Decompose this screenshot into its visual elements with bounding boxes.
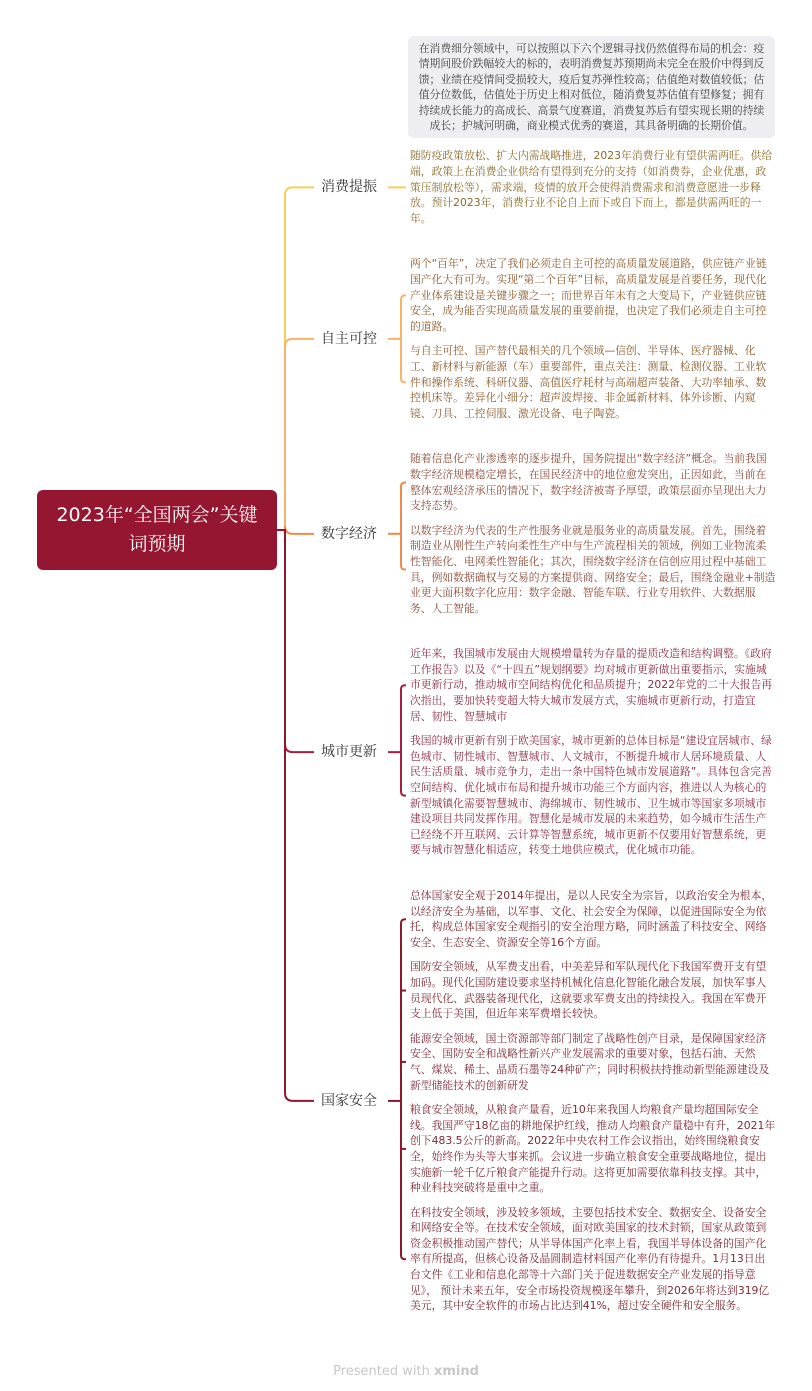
callout-text: 在消费细分领域中，可以按照以下六个逻辑寻找仍然值得布局的机会：疫情期间股价跌幅较大的标的，表明消费复苏预期尚未完全在股价中得到反馈；业绩在疫情间受损较大，疫后复苏弹性较高；估值绝对数值较低；估值分位数低，估值处于历史上相对低位，随消费复苏估值有望修复；拥有持续成长能力的高成长、高景气度赛道，消费复苏后有望实现长期的持续成长；护城河明确，商业模式优秀的赛道，其具备明确的长期价值。 — [418, 42, 765, 133]
note-urban-2[interactable]: 我国的城市更新有别于欧美国家，城市更新的总体目标是“建设宜居城市、绿色城市、韧性城市、智慧城市、人文城市，不断提升城市人居环境质量、人民生活质量、城市竞争力，走出一条中国特色城市发展道路”。具体包含完善空间结构、优化城市布局和提升城市功能三个方面内容，推进以人为核心的新型城镇化需要智慧城市、海绵城市、韧性城市、卫生城市等国家多项城市建设项目共同发挥作用。智慧化是城市发展的未来趋势，如今城市生活生产已经绕不开互联网、云计算等智慧系统，城市更新不仅要用好智慧系统，更要与城市智慧化相适应，转变土地供应模式，优化城市功能。 — [410, 734, 772, 857]
topic-consumption[interactable]: 消费提振 — [321, 179, 377, 196]
root-topic[interactable] — [37, 490, 277, 570]
note-security-5[interactable]: 在科技安全领域，涉及较多领域，主要包括技术安全、数据安全、设备安全和网络安全等。在技术安全领域，面对欧美国家的技术封锁，国家从政策到资金积极推动国产替代；从半导体国产化率上看，我国半导体设备的国产化率有所提高，但核心设备及晶圆制造材料国产化率仍有待提升。1月13日出台文件《工业和信息化部等十六部门关于促进数据安全产业发展的指导意见》， 预计未来五年，安全市场投资规模逐年攀升，到2026年将达到319亿美元，其中安全软件的市场占比达到41%，超过安全硬件和安全服务。 — [410, 1205, 770, 1313]
note-digital-1[interactable]: 随着信息化产业渗透率的逐步提升，国务院提出“数字经济”概念。当前我国数字经济规模稳定增长，在国民经济中的地位愈发突出，正因如此，当前在整体宏观经济承压的情况下，数字经济被寄予厚望，政策层面亦呈现出大力支持态势。 — [410, 452, 767, 513]
mind-map-tree — [314, 36, 784, 1344]
topic-self-reliance[interactable]: 自主可控 — [321, 330, 377, 347]
notes-digital — [410, 451, 776, 616]
branch-self-reliance — [314, 256, 784, 421]
branch-digital-economy — [314, 451, 784, 616]
notes-consumption — [410, 148, 776, 226]
branch-consumption — [314, 148, 784, 226]
notes-self-reliance — [410, 256, 776, 421]
topic-national-security[interactable]: 国家安全 — [321, 1092, 377, 1109]
note-security-3[interactable]: 能源安全领域，国土资源部等部门制定了战略性创产目录，是保障国家经济安全、国防安全和战略性新兴产业发展需求的重要对象，包括石油、天然气、煤炭、稀土、晶质石墨等24种矿产；同时积极扶持推动新型能源建设及新型储能技术的创新研发 — [410, 1031, 770, 1092]
note-self-reliance-1[interactable]: 两个“百年”，决定了我们必须走自主可控的高质量发展道路，供应链产业链国产化大有可为。实现“第二个百年”目标，高质量发展是首要任务，现代化产业体系建设是关键步骤之一；而世界百年未有之大变局下，产业链供应链安全，成为能否实现高质量发展的重要前提，也决定了我们必须走自主可控的道路。 — [410, 257, 767, 333]
note-security-4[interactable]: 粮食安全领域，从粮食产量看，近10年来我国人均粮食产量均超国际安全线。我国严守18亿亩的耕地保护红线，推动人均粮食产量稳中有升，2021年创下483.5公斤的新高。2022年中央农村工作会议指出，始终围绕粮食安全，始终作为头等大事来抓。会议进一步确立粮食安全重要战略地位，提出实施新一轮千亿斤粮食产能提升行动。这将更加需要依靠科技支撑。其中，种业科技突破将是重中之重。 — [410, 1103, 776, 1195]
branch-line — [277, 530, 314, 1101]
root-title: 2023年“全国两会”关键词预期 — [56, 504, 258, 555]
note-urban-1[interactable]: 近年来，我国城市发展由大规模增量转为存量的提质改造和结构调整。《政府工作报告》以及《“十四五”规划纲要》均对城市更新做出重要指示，实施城市更新行动，推动城市空间结构优化和品质提升；2022年党的二十大报告再次指出，要加快转变超大特大城市发展方式，实施城市更新行动，打造宜居、韧性、智慧城市 — [410, 647, 773, 723]
note-self-reliance-2[interactable]: 与自主可控、国产替代最相关的几个领域—信创、半导体、医疗器械、化工、新材料与新能源（车）重要部件，重点关注：测量、检测仪器、工业软件和操作系统、科研仪器、高值医疗耗材与高端超声装备、大功率轴承、数控机床等。差异化小细分：超声波焊接、非金属新材料、体外诊断、内窥镜、刀具、工控伺服、激光设备、电子陶瓷。 — [410, 344, 767, 420]
notes-urban — [410, 646, 776, 858]
branch-urban-renewal — [314, 646, 784, 858]
note-security-2[interactable]: 国防安全领域，从军费支出看，中美差异和军队现代化下我国军费开支有望加码。现代化国防建设要求坚持机械化信息化智能化融合发展，加快军事人员现代化、武器装备现代化，这就要求军费支出的持续投入。我国在军费开支上低于美国，但近年来军费增长较快。 — [410, 960, 767, 1021]
footer-credit — [0, 1364, 812, 1379]
note-security-1[interactable]: 总体国家安全观于2014年提出，是以人民安全为宗旨，以政治安全为根本，以经济安全为基础，以军事、文化、社会安全为保障，以促进国际安全为依托，构成总体国家安全观指引的安全治理方略，同时涵盖了科技安全、网络安全、生态安全、资源安全等16个方面。 — [410, 889, 773, 949]
callout-note[interactable] — [408, 36, 775, 138]
branch-line — [277, 187, 314, 530]
branch-line — [277, 339, 314, 530]
topic-digital-economy[interactable]: 数字经济 — [321, 525, 377, 542]
branch-national-security — [314, 888, 784, 1314]
xmind-logo: xmind — [433, 1364, 479, 1379]
note-digital-2[interactable]: 以数字经济为代表的生产性服务业就是服务业的高质量发展。首先，围绕着制造业从刚性生产转向柔性生产中与生产流程相关的领域，例如工业物流柔性智能化、电网柔性智能化；其次，围绕数字经济在信创应用过程中基础工具，例如数据确权与交易的方案提供商、网络安全；最后，围绕金融业+制造业更大面积数字化应用：数字金融、智能车联、行业专用软件、大数据服务、人工智能。 — [410, 523, 776, 615]
branch-line — [277, 530, 314, 752]
note-consumption-1[interactable]: 随防疫政策放松、扩大内需战略推进，2023年消费行业有望供需两旺。供给端，政策上在消费企业供给有望得到充分的支持（如消费券，企业优惠，政策压制放松等），需求端，疫情的放开会使得消费需求和消费意愿进一步释放。预计2023年，消费行业不论自上而下或自下而上，都是供需两旺的一年。 — [410, 149, 773, 225]
footer-prefix: Presented with — [333, 1364, 434, 1379]
topic-urban-renewal[interactable]: 城市更新 — [321, 744, 377, 761]
notes-security — [410, 888, 776, 1314]
